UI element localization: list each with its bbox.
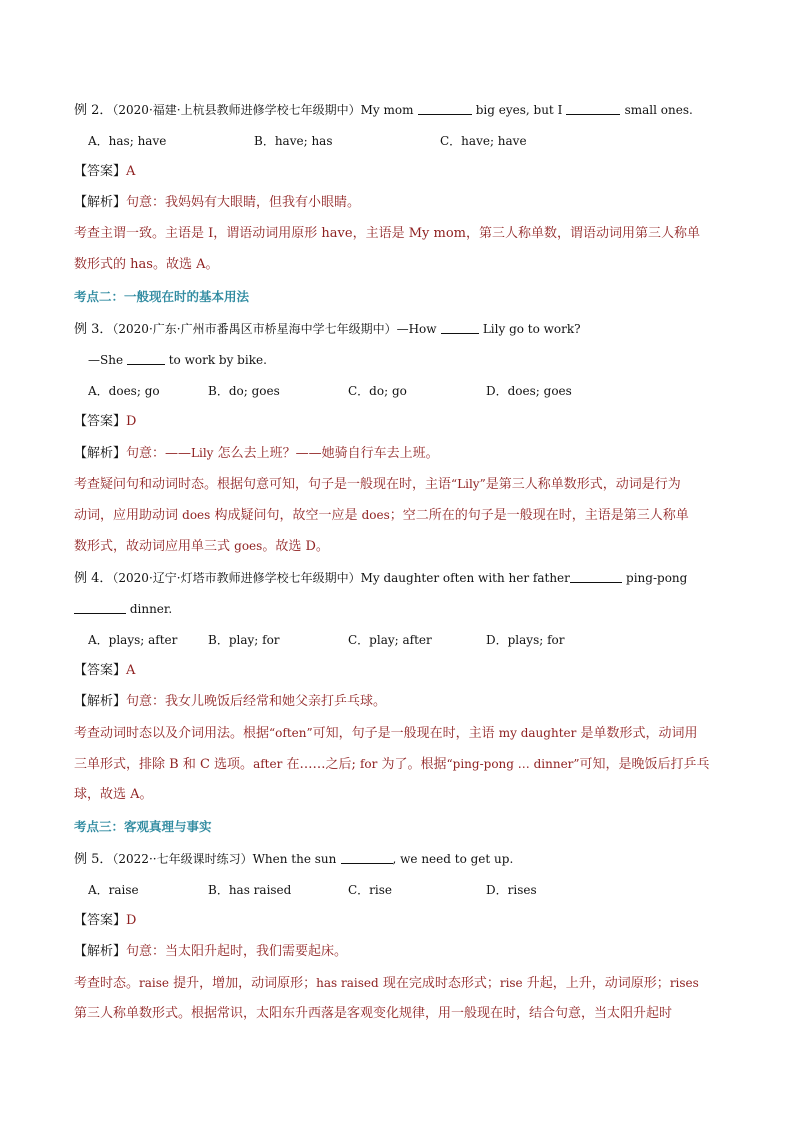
ex2-label: 例 2．	[74, 103, 113, 118]
ex2-options	[88, 132, 748, 150]
ex4-question: 例 4．（2020·辽宁·灯塔市教师进修学校七年级期中）My daughter often with her father ping-pong	[74, 571, 688, 586]
ex3-explanation-2: 考查疑问句和动词时态。根据句意可知，句子是一般现在时，主语“Lily”是第三人称单数形式，动词是行为	[74, 477, 681, 492]
ex4-source: （2020·辽宁·灯塔市教师进修学校七年级期中）	[112, 571, 361, 585]
ex3-explanation-4: 数形式，故动词应用单三式 goes。故选 D。	[74, 539, 329, 554]
blank[interactable]	[341, 851, 393, 864]
blank[interactable]	[441, 321, 479, 334]
ex5-question: 例 5．（2022··七年级课时练习）When the sun , we need to get up.	[74, 852, 514, 867]
answer-value: D	[126, 414, 137, 429]
option-a[interactable]: A．raise	[88, 883, 139, 897]
ex3-answer: 【答案】D	[74, 414, 137, 429]
option-b[interactable]: B．has raised	[208, 883, 292, 897]
ex5-explanation-3: 第三人称单数形式。根据常识，太阳东升西落是客观变化规律，用一般现在时，结合句意，当太阳升起时	[74, 1006, 673, 1021]
ex4-explanation-2: 考查动词时态以及介词用法。根据“often”可知，句子是一般现在时，主语 my daughter 是单数形式，动词用	[74, 726, 698, 741]
section-heading-kaodian-3: 考点三：客观真理与事实	[74, 819, 212, 834]
option-c[interactable]: C．do; go	[348, 384, 407, 398]
ex5-options	[88, 881, 748, 899]
ex4-label: 例 4．	[74, 571, 113, 586]
answer-value: A	[126, 663, 136, 678]
ex4-options	[88, 631, 748, 649]
option-a[interactable]: A．plays; after	[88, 633, 178, 647]
ex3-explanation-1: 【解析】句意：——Lily 怎么去上班？——她骑自行车去上班。	[74, 446, 439, 461]
ex4-explanation-3: 三单形式，排除 B 和 C 选项。after 在……之后; for 为了。根据“ping-pong … dinner”可知，是晚饭后打乒乓	[74, 757, 710, 772]
ex4-question-2: dinner.	[74, 600, 734, 618]
ex2-question: 例 2．（2020·福建·上杭县教师进修学校七年级期中）My mom big eyes, but I small ones.	[74, 103, 693, 118]
ex5-answer: 【答案】D	[74, 913, 137, 928]
blank[interactable]	[127, 352, 165, 365]
option-c[interactable]: C．rise	[348, 883, 393, 897]
ex3-label: 例 3．	[74, 322, 113, 337]
ex5-explanation-2: 考查时态。raise 提升，增加，动词原形；has raised 现在完成时态形式；rise 升起，上升，动词原形；rises	[74, 976, 699, 991]
ex2-explanation-3: 数形式的 has。故选 A。	[74, 257, 219, 272]
ex3-question: 例 3．（2020·广东·广州市番禺区市桥星海中学七年级期中）—How Lily go to work?	[74, 322, 581, 337]
ex5-explanation-1: 【解析】句意：当太阳升起时，我们需要起床。	[74, 944, 348, 959]
ex4-answer: 【答案】A	[74, 663, 136, 678]
answer-value: A	[126, 164, 136, 179]
ex4-explanation-4: 球，故选 A。	[74, 787, 153, 802]
ex2-source: （2020·福建·上杭县教师进修学校七年级期中）	[112, 103, 361, 117]
section-heading-kaodian-2: 考点二：一般现在时的基本用法	[74, 289, 250, 304]
ex3-source: （2020·广东·广州市番禺区市桥星海中学七年级期中）	[112, 322, 397, 336]
option-a[interactable]: A．has; have	[88, 134, 167, 148]
ex4-explanation-1: 【解析】句意：我女儿晚饭后经常和她父亲打乒乓球。	[74, 694, 387, 709]
ex3-options	[88, 382, 748, 400]
ex3-explanation-3: 动词，应用助动词 does 构成疑问句，故空一应是 does；空二所在的句子是一般现在时，主语是第三人称单	[74, 508, 689, 523]
ex5-label: 例 5．	[74, 852, 113, 867]
option-b[interactable]: B．do; goes	[208, 384, 280, 398]
ex2-explanation-1: 【解析】句意：我妈妈有大眼睛，但我有小眼睛。	[74, 195, 361, 210]
option-b[interactable]: B．play; for	[208, 633, 280, 647]
ex3-question-2: —She to work by bike.	[88, 353, 267, 367]
ex2-explanation-2: 考查主谓一致。主语是 I，谓语动词用原形 have，主语是 My mom，第三人称单数，谓语动词用第三人称单	[74, 226, 701, 241]
answer-value: D	[126, 913, 137, 928]
option-d[interactable]: D．rises	[486, 883, 537, 897]
option-a[interactable]: A．does; go	[88, 384, 160, 398]
blank[interactable]	[570, 570, 622, 583]
ex5-source: （2022··七年级课时练习）	[112, 852, 253, 866]
option-c[interactable]: C．have; have	[440, 134, 527, 148]
blank[interactable]	[74, 601, 126, 614]
blank[interactable]	[566, 102, 620, 115]
option-b[interactable]: B．have; has	[254, 134, 333, 148]
ex2-answer: 【答案】A	[74, 164, 136, 179]
option-d[interactable]: D．plays; for	[486, 633, 565, 647]
blank[interactable]	[418, 102, 472, 115]
option-c[interactable]: C．play; after	[348, 633, 432, 647]
option-d[interactable]: D．does; goes	[486, 384, 572, 398]
